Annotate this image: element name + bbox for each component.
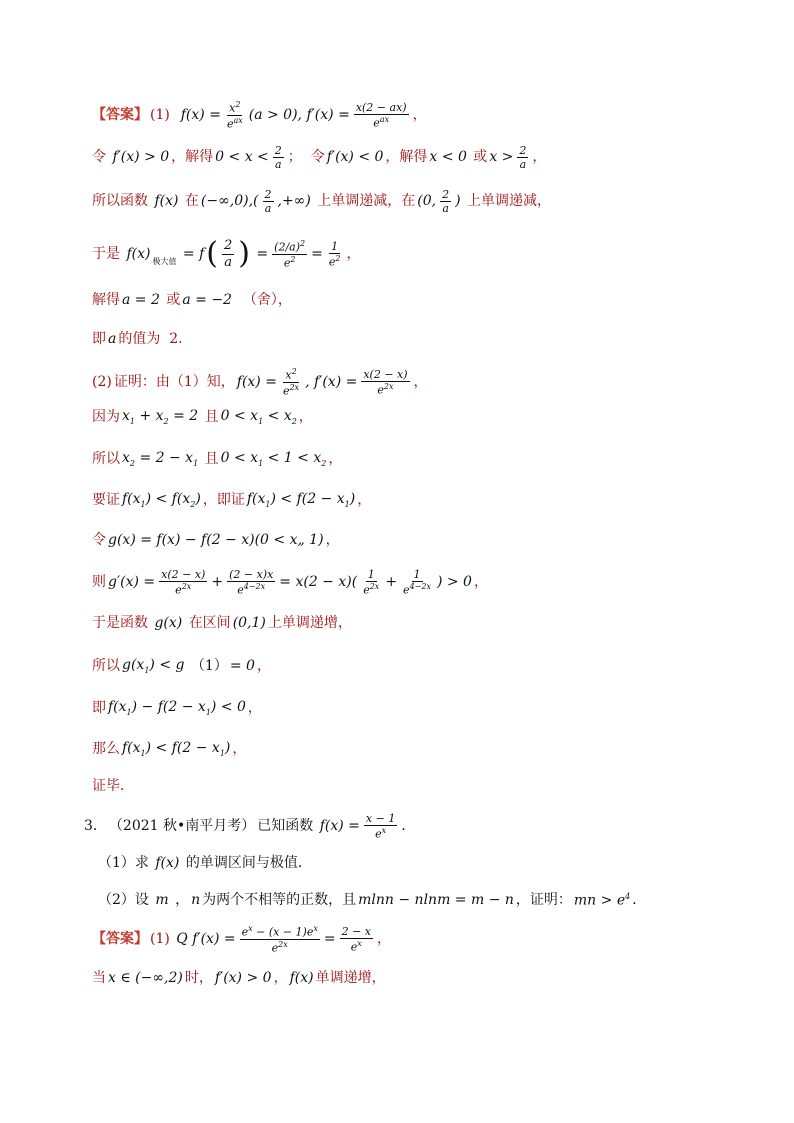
answer-line-11: 令 g(x) = f(x) − f(2 − x)(0 < x„ 1) ， (92, 532, 340, 548)
answer-tag: 【答案】 (92, 106, 148, 123)
answer-line-12: 则 g′(x) = $\frac{x(2 - x)}{e^{2x}}$ + $\frac{(2 - x)x}{e^{4-2x}}$ = x(2 − x)( $\frac{1}{e^{2x}}$ + $\frac{1}{e^{4-2x}}$ ) > 0 ， (92, 568, 488, 597)
answer-line-4: 于是 f(x) 极大值 = f ( $\frac{2}{a}$ ) = $\frac{(2/a)^2}{e^2}$ = $\frac{1}{e^2}$ ， (92, 236, 361, 272)
problem-3-line: 3． （2021 秋•南平月考） 已知函数 f(x) = $\frac{x - 1}{e^x}$ ． (84, 812, 416, 841)
answer-line-2: 令 f′(x) > 0 ，解得 0 < x < $\frac{2}{a}$ ； 令 f′(x) < 0 ，解得 x < 0 或 x > $\frac{2}{a}$ ， (92, 144, 547, 172)
answer-line-9: 所以 $x_2 = 2 - x_1$ 且 $0 < x_1 < 1 < x_2$ ， (92, 450, 343, 468)
extremum-label: 极大值 (152, 256, 177, 266)
answer-3-line-1: 【答案】 (1) Q f′(x) = $\frac{e^x - (x - 1)e^x}{e^{2x}}$ = $\frac{2 - x}{e^x}$ ， (92, 924, 392, 955)
answer-line-1: 【答案】 (1) f(x) = $\frac{x^2}{e^{ax}}$ (a > 0), f′(x) = $\frac{x(2 - ax)}{e^{ax}}$ ， (92, 100, 427, 131)
answer-line-10: 要证 $f(x_1) < f(x_2)$ ，即证 $f(x_1) < f(2 - x_1)$ ， (92, 491, 372, 509)
problem-source: （2021 秋•南平月考） (108, 818, 256, 835)
problem-3-part-1: （1）求 f(x) 的单调区间与极值． (98, 855, 312, 871)
answer-line-17: 证毕． (92, 778, 134, 794)
answer-line-14: 所以 $g(x_1) < g$ （1） = 0 ， (92, 657, 271, 675)
answer-3-line-2: 当 x ∈ (−∞,2) 时， f′(x) > 0 ， f(x) 单调递增， (92, 970, 386, 986)
answer-line-7: (2) 证明：由（1）知， f(x) = $\frac{x^2}{e^{2x}}$ , f′(x) = $\frac{x(2 - x)}{e^{2x}}$ ， (92, 367, 428, 398)
answer-line-15: 即 $f(x_1) - f(2 - x_1) < 0$ ， (92, 699, 262, 717)
answer-line-3: 所以函数 f(x) 在 (−∞,0),( $\frac{2}{a}$ ,+∞) 上单调递减，在 (0, $\frac{2}{a}$ ) 上单调递减， (92, 188, 552, 216)
answer-line-16: 那么 $f(x_1) < f(2 - x_1)$ ， (92, 740, 247, 758)
problem-3-part-2: （2）设 m ， n 为两个不相等的正数，且 mlnn − nlnm = m − n ，证明： mn > $e^4$ ． (98, 892, 647, 909)
answer-line-13: 于是函数 g(x) 在区间 (0,1) 上单调递增， (92, 615, 352, 631)
answer-line-6: 即 a 的值为 2． (92, 331, 193, 347)
answer-line-8: 因为 $x_1 + x_2 = 2$ 且 $0 < x_1 < x_2$ ， (92, 408, 313, 426)
part-label: (1) (150, 106, 170, 123)
answer-line-5: 解得 a = 2 或 a = −2 （舍）， (92, 292, 292, 308)
